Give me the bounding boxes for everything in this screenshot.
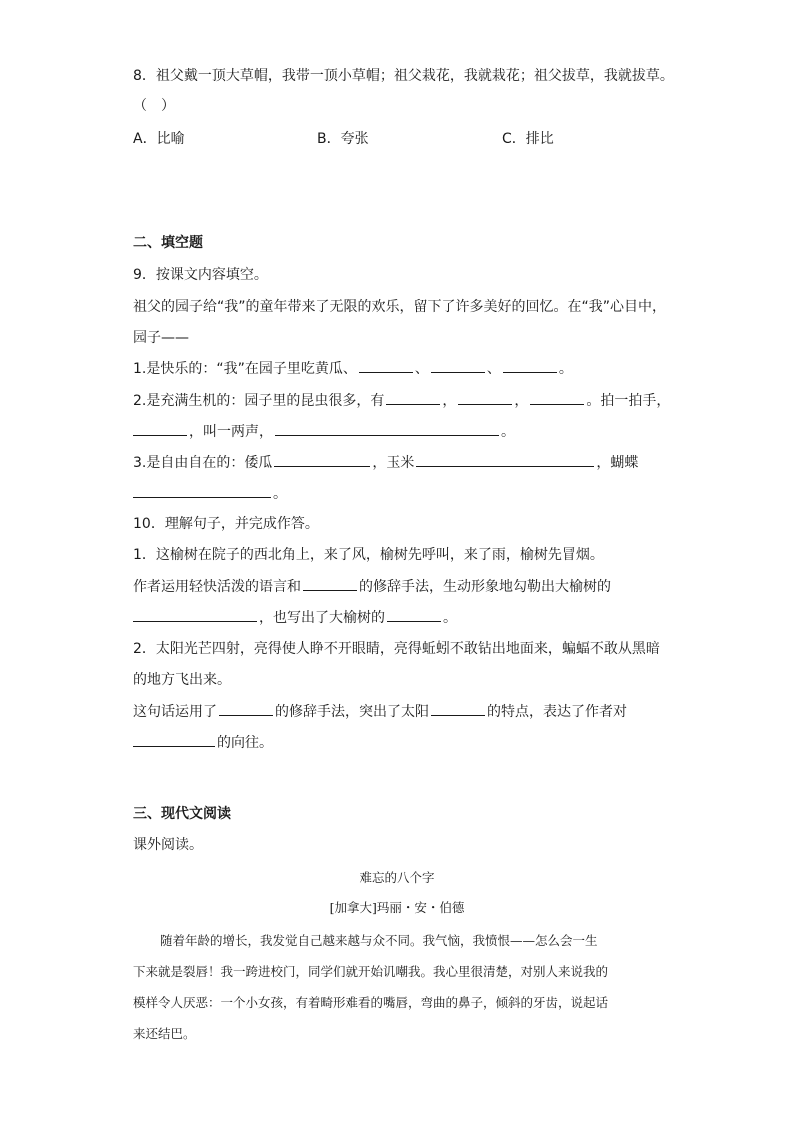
separator: 、 bbox=[414, 361, 429, 377]
q8-option-b: B．夸张 bbox=[317, 131, 369, 147]
answer-blank[interactable] bbox=[431, 701, 485, 716]
article-paragraph-line4: 来还结巴。 bbox=[133, 1026, 196, 1041]
answer-blank[interactable] bbox=[133, 732, 215, 747]
q9-item1-text: 1.是快乐的：“我”在园子里吃黄瓜、 bbox=[133, 361, 357, 377]
q9-item3-text-c: ，蝴蝶 bbox=[596, 455, 639, 471]
article-title: 难忘的八个字 bbox=[359, 870, 435, 885]
q10-s1-text-a: 作者运用轻快活泼的语言和 bbox=[133, 579, 301, 595]
answer-blank[interactable] bbox=[386, 390, 440, 405]
q8-answer-paren: （ ） bbox=[133, 98, 175, 114]
q10-s1-text-c: ，也写出了大榆树的 bbox=[259, 610, 385, 626]
q10-title: 10．理解句子，并完成作答。 bbox=[133, 516, 319, 532]
comma: ， bbox=[514, 393, 529, 409]
q9-item3-text-b: ，玉米 bbox=[372, 455, 415, 471]
answer-blank[interactable] bbox=[133, 421, 187, 436]
q9-title: 9．按课文内容填空。 bbox=[133, 267, 268, 283]
q10-s2-text-c: 的特点，表达了作者对 bbox=[487, 704, 627, 720]
q9-item2-line2 bbox=[133, 421, 515, 442]
q9-item2-text-c: ，叫一两声， bbox=[189, 424, 273, 440]
period: 。 bbox=[501, 424, 515, 440]
q10-s1-question-line1 bbox=[133, 576, 611, 597]
article-paragraph-line1: 随着年龄的增长，我发觉自己越来越与众不同。我气恼，我愤恨——怎么会一生 bbox=[160, 933, 598, 948]
q9-item2-text: 2.是充满生机的：园子里的昆虫很多，有 bbox=[133, 393, 385, 409]
q10-s2-text-a: 这句话运用了 bbox=[133, 704, 217, 720]
q10-sentence1: 1．这榆树在院子的西北角上，来了风，榆树先呼叫，来了雨，榆树先冒烟。 bbox=[133, 547, 604, 563]
q10-s1-text-b: 的修辞手法，生动形象地勾勒出大榆树的 bbox=[359, 579, 611, 595]
q9-item3-line1 bbox=[133, 452, 638, 473]
section3-intro: 课外阅读。 bbox=[133, 837, 203, 853]
q9-item3-text: 3.是自由自在的：倭瓜 bbox=[133, 455, 273, 471]
section2-title: 二、填空题 bbox=[133, 235, 203, 251]
answer-blank[interactable] bbox=[275, 421, 499, 436]
q9-intro-line2: 园子—— bbox=[133, 330, 189, 346]
answer-blank[interactable] bbox=[503, 358, 557, 373]
q9-item2-text-b: 。拍一拍手， bbox=[586, 393, 671, 409]
q9-item1 bbox=[133, 358, 573, 379]
q10-sentence2-line2: 的地方飞出来。 bbox=[133, 672, 231, 688]
comma: ， bbox=[442, 393, 457, 409]
q10-sentence2-line1: 2．太阳光芒四射，亮得使人睁不开眼睛，亮得蚯蚓不敢钻出地面来，蝙蝠不敢从黑暗 bbox=[133, 641, 660, 657]
q9-intro-line1: 祖父的园子给“我”的童年带来了无限的欢乐，留下了许多美好的回忆。在“我”心目中， bbox=[133, 299, 667, 315]
answer-blank[interactable] bbox=[359, 358, 413, 373]
answer-blank[interactable] bbox=[133, 607, 257, 622]
article-paragraph-line2: 下来就是裂唇！我一跨进校门，同学们就开始讥嘲我。我心里很清楚，对别人来说我的 bbox=[133, 964, 609, 979]
article-paragraph-line3: 模样令人厌恶：一个小女孩，有着畸形难看的嘴唇，弯曲的鼻子，倾斜的牙齿，说起话 bbox=[133, 995, 609, 1010]
q8-option-a: A．比喻 bbox=[133, 131, 185, 147]
answer-blank[interactable] bbox=[387, 607, 441, 622]
answer-blank[interactable] bbox=[303, 576, 357, 591]
answer-blank[interactable] bbox=[458, 390, 512, 405]
answer-blank[interactable] bbox=[219, 701, 273, 716]
answer-blank[interactable] bbox=[274, 452, 370, 467]
q10-s2-text-d: 的向往。 bbox=[217, 735, 273, 751]
q9-item2-line1 bbox=[133, 390, 670, 411]
period: 。 bbox=[558, 361, 573, 377]
period: 。 bbox=[273, 486, 287, 502]
section3-title: 三、现代文阅读 bbox=[133, 806, 231, 822]
answer-blank[interactable] bbox=[133, 483, 271, 498]
answer-blank[interactable] bbox=[530, 390, 584, 405]
separator: 、 bbox=[486, 361, 501, 377]
q8-option-c: C．排比 bbox=[502, 131, 554, 147]
q10-s1-question-line2 bbox=[133, 607, 457, 628]
q10-s2-question-line2 bbox=[133, 732, 273, 753]
article-author: [加拿大]玛丽・安・伯德 bbox=[329, 900, 465, 915]
answer-blank[interactable] bbox=[431, 358, 485, 373]
q10-s2-question-line1 bbox=[133, 701, 627, 722]
q9-item3-line2 bbox=[133, 483, 287, 504]
answer-blank[interactable] bbox=[416, 452, 594, 467]
q8-stem: 8．祖父戴一顶大草帽，我带一顶小草帽；祖父栽花，我就栽花；祖父拔草，我就拔草。 bbox=[133, 68, 674, 84]
q10-s2-text-b: 的修辞手法，突出了太阳 bbox=[275, 704, 429, 720]
period: 。 bbox=[443, 610, 457, 626]
